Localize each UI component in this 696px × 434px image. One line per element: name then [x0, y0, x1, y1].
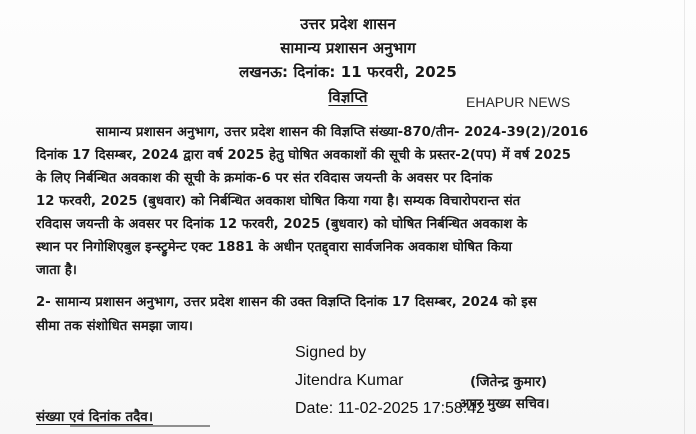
header-department: सामान्य प्रशासन अनुभाग	[280, 39, 416, 57]
header-government: उत्तर प्रदेश शासन	[300, 15, 396, 33]
body-line: सीमा तक संशोधित समझा जाय।	[36, 319, 193, 334]
digital-signature-date: Date: 11-02-2025 17:58:42	[295, 400, 486, 417]
document-title	[0, 87, 696, 107]
body-line: रविदास जयन्ती के अवसर पर दिनांक 12 फरवरी, 2025 (बुधवार) को घोषित निर्बन्धित अवकाश के	[36, 217, 528, 232]
body-line: जाता है।	[36, 263, 77, 278]
watermark: EHAPUR NEWS	[466, 94, 571, 110]
header-place-date: लखनऊ: दिनांक: 11 फरवरी, 2025	[239, 63, 457, 81]
officer-name: (जितेन्द्र कुमार)	[470, 374, 548, 390]
body-line: के लिए निर्बन्धित अवकाश की सूची के क्रमांक-6 पर संत रविदास जयन्ती के अवसर पर दिनांक	[36, 171, 493, 186]
body-line: दिनांक 17 दिसम्बर, 2024 द्वारा वर्ष 2025 हेतु घोषित अवकाशों की सूची के प्रस्तर-2(पप) में वर्ष 2025	[36, 148, 572, 163]
reference-note: संख्या एवं दिनांक तदैव।	[36, 409, 153, 425]
body-line: 2- सामान्य प्रशासन अनुभाग, उत्तर प्रदेश शासन की उक्त विज्ञप्ति दिनांक 17 दिसम्बर, 2024 को इस	[36, 295, 537, 310]
digital-signature-name: Jitendra Kumar	[295, 372, 404, 389]
body-line: स्थान पर निगोशिएबुल इन्स्ट्रुमेन्ट एक्ट 1881 के अधीन एतद्द्वारा सार्वजनिक अवकाश घोषित किया	[36, 240, 513, 255]
body-line: सामान्य प्रशासन अनुभाग, उत्तर प्रदेश शासन की विज्ञप्ति संख्या-870/तीन- 2024-39(2)/2016	[96, 125, 589, 140]
digital-signature-signed-by: Signed by	[295, 344, 367, 361]
document-title-text: विज्ञप्ति	[328, 88, 368, 106]
handwritten-mark	[70, 425, 210, 434]
body-line: 12 फरवरी, 2025 (बुधवार) को निर्बन्धित अवकाश घोषित किया गया है। सम्यक विचारोपरान्त संत	[36, 194, 521, 209]
officer-designation: अपर मुख्य सचिव।	[459, 396, 550, 412]
